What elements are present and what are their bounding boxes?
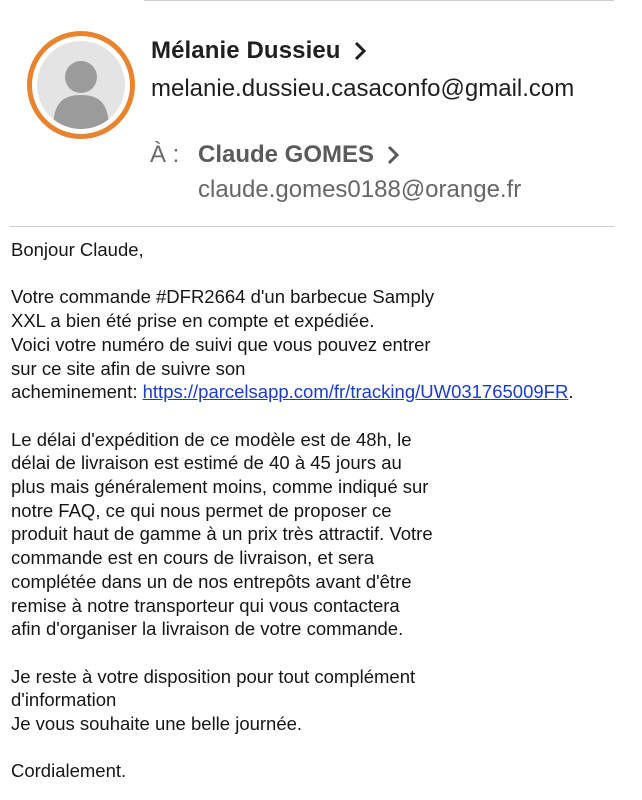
paragraph-spacer — [11, 736, 639, 760]
tracking-link[interactable]: https://parcelsapp.com/fr/tracking/UW031765009FR — [142, 381, 569, 403]
chevron-right-icon[interactable] — [386, 145, 400, 165]
header-divider — [10, 226, 614, 227]
paragraph-availability: Je reste à votre disposition pour tout complément d'information Je vous souhaite une belle journée. — [11, 665, 416, 735]
paragraph-spacer — [11, 404, 639, 428]
order-text: Votre commande #DFR2664 d'un barbecue Samply XXL a bien été prise en compte et expédiée. Voici votre numéro de suivi que vous pouvez entrer sur ce site afin de suivre son acheminement: — [11, 286, 435, 403]
email-header — [0, 0, 642, 228]
paragraph-order-confirmation — [11, 285, 639, 404]
recipient-email: claude.gomes0188@orange.fr — [198, 176, 522, 203]
paragraph-spacer — [11, 641, 639, 665]
sender-row[interactable] — [151, 37, 367, 65]
email-body — [11, 238, 639, 783]
avatar-person-icon — [37, 41, 125, 129]
closing: Cordialement. — [11, 760, 127, 782]
chevron-right-icon[interactable] — [353, 41, 367, 61]
paragraph-spacer — [11, 262, 639, 286]
sender-name[interactable]: Mélanie Dussieu — [151, 37, 341, 64]
recipient-name[interactable]: Claude GOMES — [198, 141, 375, 168]
recipient-row[interactable] — [150, 141, 400, 169]
greeting: Bonjour Claude, — [11, 239, 144, 260]
to-label: À : — [150, 141, 180, 168]
order-text-end: . — [568, 381, 574, 403]
paragraph-delivery-delay: Le délai d'expédition de ce modèle est de 48h, le délai de livraison est estimé de 40 à 45 jours au plus mais généralement moins, comme indiqué sur notre FAQ, ce qui nous permet de proposer ce produit haut de gamme à un prix très attractif. Votre commande est en cours de livraison, et sera complétée dans un de nos entrepôts avant d'être remise à notre transporteur qui vous contactera afin d'organiser la livraison de votre commande. — [11, 428, 433, 640]
sender-avatar[interactable] — [27, 31, 135, 139]
sender-email: melanie.dussieu.casaconfo@gmail.com — [151, 75, 575, 102]
